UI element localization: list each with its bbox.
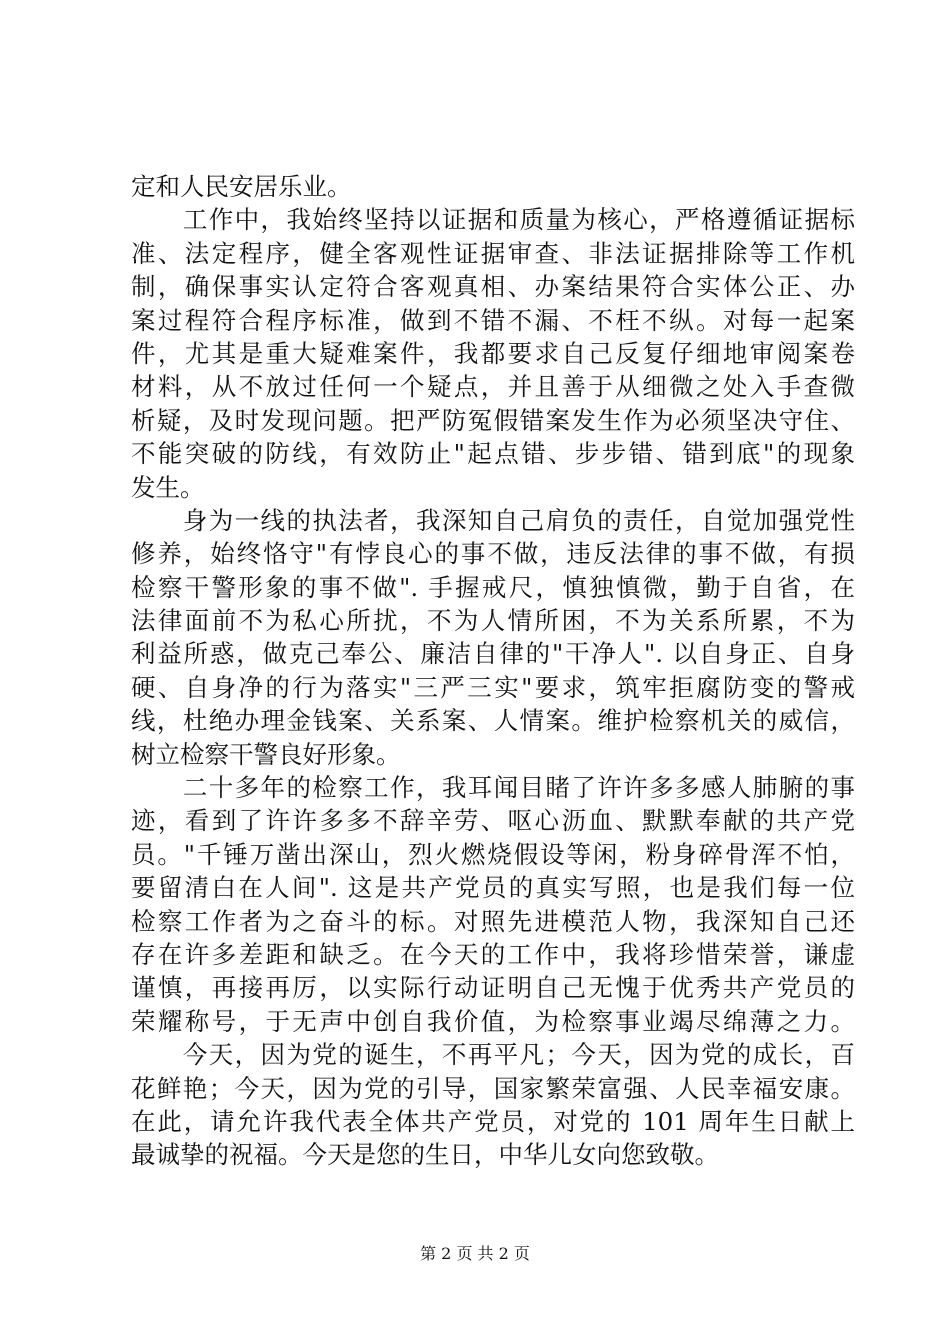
text-line: 利益所惑，做克己奉公、廉洁自律的"干净人". 以自身正、自身 — [131, 639, 855, 669]
page-footer: 第 2 页 共 2 页 — [420, 1244, 530, 1263]
text-line: 材料，从不放过任何一个疑点，并且善于从细微之处入手查微 — [131, 372, 855, 402]
text-line: 二十多年的检察工作，我耳闻目睹了许许多多感人肺腑的事 — [131, 773, 855, 803]
text-line: 最诚挚的祝福。今天是您的生日，中华儿女向您致敬。 — [131, 1140, 719, 1170]
text-line: 在此，请允许我代表全体共产党员，对党的 101 周年生日献上 — [131, 1106, 855, 1136]
text-line: 线，杜绝办理金钱案、关系案、人情案。维护检察机关的威信， — [131, 706, 855, 736]
text-line: 工作中，我始终坚持以证据和质量为核心，严格遵循证据标 — [131, 205, 855, 235]
text-line: 检察干警形象的事不做". 手握戒尺，慎独慎微，勤于自省，在 — [131, 572, 855, 602]
text-line: 花鲜艳；今天，因为党的引导，国家繁荣富强、人民幸福安康。 — [131, 1073, 855, 1103]
text-line: 员。"千锤万凿出深山，烈火燃烧假设等闲，粉身碎骨浑不怕， — [131, 839, 855, 869]
text-line: 案过程符合程序标准，做到不错不漏、不枉不纵。对每一起案 — [131, 305, 855, 335]
text-line: 树立检察干警良好形象。 — [131, 739, 401, 769]
text-line: 准、法定程序，健全客观性证据审查、非法证据排除等工作机 — [131, 238, 855, 268]
text-line: 析疑，及时发现问题。把严防冤假错案发生作为必须坚决守住、 — [131, 405, 855, 435]
text-line: 发生。 — [131, 472, 205, 502]
text-line: 要留清白在人间". 这是共产党员的真实写照，也是我们每一位 — [131, 873, 855, 903]
text-line: 法律面前不为私心所扰，不为人情所困，不为关系所累，不为 — [131, 606, 855, 636]
text-line: 谨慎，再接再厉，以实际行动证明自己无愧于优秀共产党员的 — [131, 973, 855, 1003]
text-line: 件，尤其是重大疑难案件，我都要求自己反复仔细地审阅案卷 — [131, 338, 855, 368]
text-line: 存在许多差距和缺乏。在今天的工作中，我将珍惜荣誉，谦虚 — [131, 939, 855, 969]
text-line: 硬、自身净的行为落实"三严三实"要求，筑牢拒腐防变的警戒 — [131, 672, 855, 702]
document-body — [131, 170, 855, 1172]
text-line: 修养，始终恪守"有悖良心的事不做，违反法律的事不做，有损 — [131, 539, 855, 569]
text-line: 今天，因为党的诞生，不再平凡；今天，因为党的成长，百 — [131, 1040, 855, 1070]
text-line: 荣耀称号，于无声中创自我价值，为检察事业竭尽绵薄之力。 — [131, 1006, 855, 1036]
text-line: 检察工作者为之奋斗的标。对照先进模范人物，我深知自己还 — [131, 906, 855, 936]
text-line: 定和人民安居乐业。 — [131, 172, 352, 201]
text-line: 身为一线的执法者，我深知自己肩负的责任，自觉加强党性 — [131, 505, 855, 535]
text-line: 迹，看到了许许多多不辞辛劳、呕心沥血、默默奉献的共产党 — [131, 806, 855, 836]
text-line: 不能突破的防线，有效防止"起点错、步步错、错到底"的现象 — [131, 439, 855, 469]
text-line: 制，确保事实认定符合客观真相、办案结果符合实体公正、办 — [131, 272, 855, 302]
